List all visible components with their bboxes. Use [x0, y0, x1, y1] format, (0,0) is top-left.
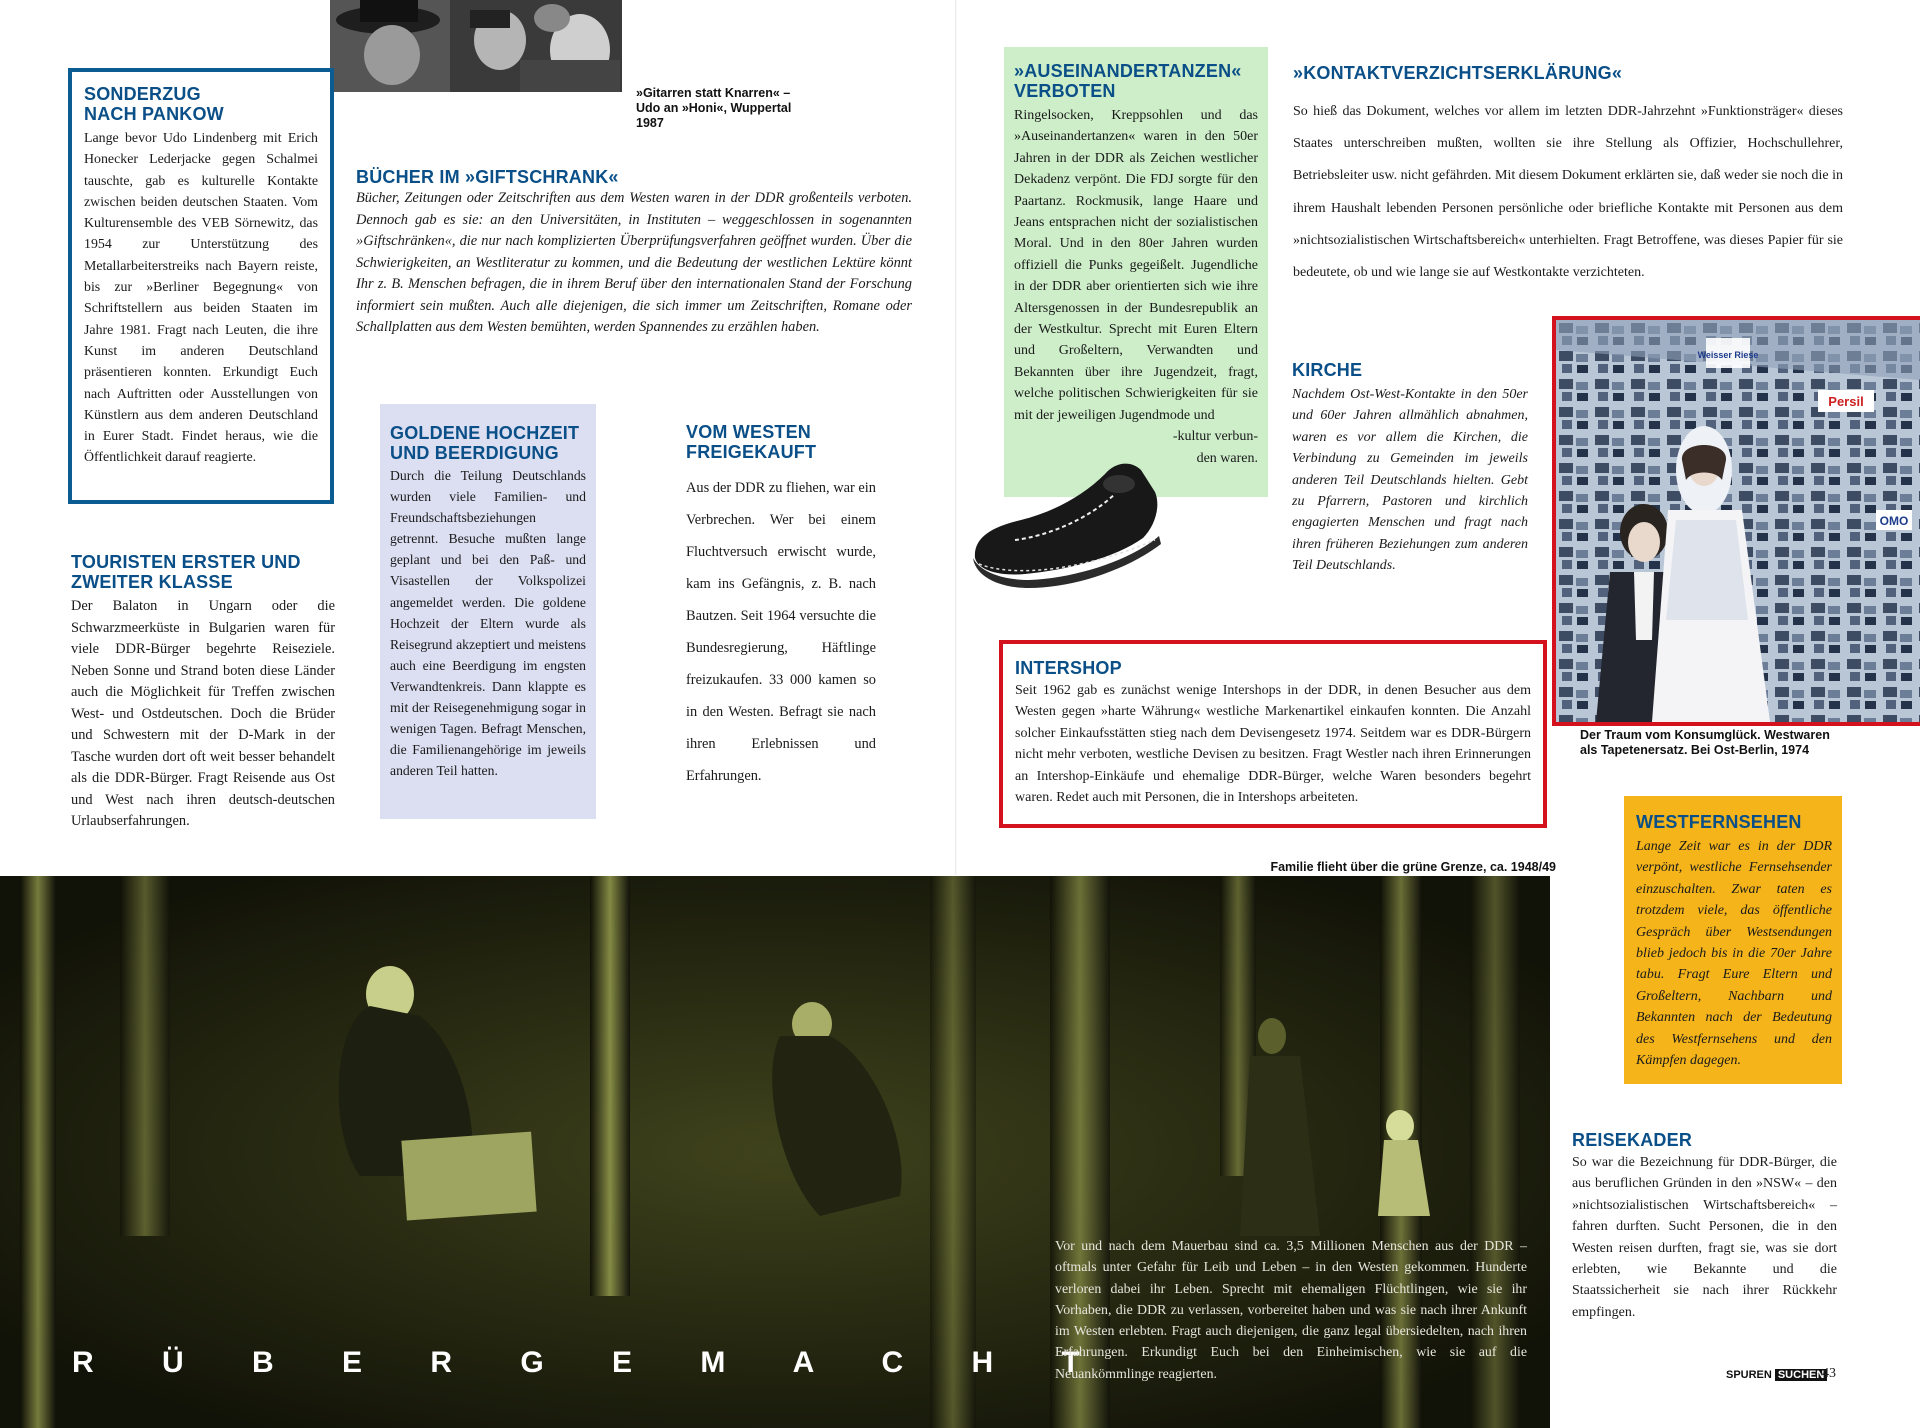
sonderzug-box	[68, 68, 334, 504]
udo-photo	[330, 0, 622, 92]
hochzeit-text: Durch die Teilung Deutschlands wurden viele Familien- und Freundschaftsbeziehungen getrennt. Besuche mußten lange geplant und bei den Paß- und Visastellen der Volkspolizei angemeldet werden. Die goldene Hochzeit der Eltern wurde als Reisegrund akzeptiert und meistens auch eine Beerdigung im engsten Verwandtenkreis. Dann klappte es mit der Reisegenehmigung sogar in wenigen Tagen. Befragt Menschen, die Familienangehörige im jeweils anderen Teil hatten.	[390, 468, 586, 779]
touristen-heading: TOURISTEN ERSTER UND ZWEITER KLASSE	[71, 552, 301, 592]
sonderzug-text: Lange bevor Udo Lindenberg mit Erich Honecker Lederjacke gegen Schalmei tauschte, gab es kulturelle Kontakte zwischen beiden deutschen Staaten. Vom Kulturensemble des VEB Sörnewitz, das 1954 zur Unterstützung des Metallarbeiterstreiks nach Bayern reiste, bis zur »Berliner Begegnung« von Schriftstellern aus beiden Staaten im Jahre 1981. Fragt nach Leuten, die ihre Kunst im anderen Deutschland präsentieren konnten. Erkundigt Euch nach Auftritten oder Ausstellungen von Künstlern aus dem anderen Deutschland in Eurer Stadt. Findet heraus, wie die Öffentlichkeit darauf reagierte.	[84, 131, 318, 466]
touristen-text: Der Balaton in Ungarn oder die Schwarzmeerküste in Bulgarien waren für viele DDR-Bürger begehrte Reiseziele. Neben Sonne und Strand boten diese Länder auch die Möglichkeit für Treffen zwischen West- und Ostdeutschen. Doch die Brüder und Schwestern mit der D-Mark in der Tasche wurden dort oft weit besser behandelt als die DDR-Bürger. Fragt Reisende aus Ost und West nach ihren deutsch-deutschen Urlaubserfahrungen.	[71, 598, 335, 829]
westfernsehen-text: Lange Zeit war es in der DDR verpönt, westliche Fernsehsender einzuschalten. Zwar taten es trotzdem viele, das öffentliche Gespräch über Westsendungen blieb jedoch bis in die 70er Jahre tabu. Fragt Eure Eltern und Großeltern, Nachbarn und Bekannten nach der Bedeutung des Westfernsehens und den Kämpfen dagegen.	[1636, 839, 1832, 1069]
forest-photo	[0, 876, 1550, 1428]
wedding-photo-caption: Der Traum vom Konsumglück. Westwaren als Tapetenersatz. Bei Ost-Berlin, 1974	[1580, 728, 1830, 757]
forest-big-title: R Ü B E R G E M A C H T	[72, 1346, 1110, 1379]
intershop-box	[999, 640, 1547, 828]
reisekader-heading: REISEKADER	[1572, 1130, 1693, 1150]
shoe-illustration	[955, 440, 1185, 600]
udo-photo-image	[330, 0, 622, 92]
page-number: 43	[1822, 1366, 1836, 1381]
sonderzug-heading: SONDERZUG NACH PANKOW	[84, 84, 224, 124]
wedding-photo-image	[1556, 320, 1920, 722]
freigekauft-heading: VOM WESTEN FREIGEKAUFT	[686, 422, 817, 462]
wedding-label-omo: OMO	[1879, 514, 1909, 528]
westfernsehen-heading: WESTFERNSEHEN	[1636, 812, 1802, 832]
intershop-heading: INTERSHOP	[1015, 658, 1122, 678]
forest-overlay-text: Vor und nach dem Mauerbau sind ca. 3,5 Millionen Menschen aus der DDR – oftmals unter Gefahr für Leib und Leben – in den Westen gekommen. Hunderte verloren dabei ihr Leben. Sprecht mit ehemaligen Flüchtlingen, wie sie ihr Vorhaben, die DDR zu verlassen, vorbereitet haben und was sie nach ihrer Ankunft im Westen erlebten. Fragt auch diejenigen, die ganz legal übersiedelten, nach ihren Erfahrungen. Erkundigt Euch bei den Einheimischen, wie sie auf die Neuankömmlinge reagierten.	[1055, 1239, 1527, 1382]
intershop-text: Seit 1962 gab es zunächst wenige Intershops in der DDR, in denen Besucher aus dem Westen gegen »harte Währung« westliche Markenartikel einkaufen konnten. Die Anzahl solcher Einkaufsstätten stieg nach dem Devisengesetz 1974. Seitdem war es DDR-Bürgern nicht mehr verboten, westliche Devisen zu besitzen. Fragt Westler nach ihren Erinnerungen an Intershop-Einkäufe und ehemalige DDR-Bürger, welche Waren besonders begehrt waren. Redet auch mit Personen, die in Intershops arbeiteten.	[1015, 683, 1531, 806]
reisekader-text: So war die Bezeichnung für DDR-Bürger, die aus beruflichen Gründen in den »NSW« – den »nichtsozialistischen Wirtschaftsbereich« – fahren durften. Sucht Personen, die in den Westen reisen durften, fragt sie, was sie dort erlebten, wie Bekannte und die Staatssicherheit sie nach ihrer Rückkehr empfingen.	[1572, 1155, 1837, 1320]
wedding-photo	[1552, 316, 1920, 726]
footer-logo-left: SPUREN	[1726, 1369, 1772, 1381]
kontakt-heading: »KONTAKTVERZICHTSERKLÄRUNG«	[1293, 63, 1623, 83]
auseinandertanzen-text-tail1: -kultur verbun-	[1172, 429, 1258, 445]
kontakt-text: So hieß das Dokument, welches vor allem im letzten DDR-Jahrzehnt »Funktionsträger« dieses Staates unterschreiben mußten, wollten sie ihre Stellung als Offizier, Hochschullehrer, Betriebsleiter usw. nicht gefährden. Mit diesem Dokument erklärten sie, daß weder sie noch die in ihrem Haushalt lebenden Personen persönliche oder briefliche Kontakte mit Personen aus dem »nichtsozialistischen Wirtschaftsbereich« unterhielten. Fragt Betroffene, was dieses Papier für sie bedeutete, ob und wie lange sie auf Westkontakte verzichteten.	[1293, 104, 1843, 281]
forest-caption: Familie flieht über die grüne Grenze, ca. 1948/49	[1270, 860, 1556, 874]
auseinandertanzen-box	[1004, 47, 1268, 497]
auseinandertanzen-heading: »AUSEINANDERTANZEN« VERBOTEN	[1014, 61, 1242, 101]
buecher-text: Bücher, Zeitungen oder Zeitschriften aus dem Westen waren in der DDR großenteils verboten. Dennoch gab es sie: an den Universitäten, in Instituten – weggeschlossen in sogenannten »Giftschränken«, die nur nach komplizierten Überprüfungsverfahren geöffnet wurden. Über die Schwierigkeiten, an Westliteratur zu kommen, und die Bedeutung der westlichen Lektüre könnt Ihr z. B. Menschen befragen, die in ihrem Beruf über den internationalen Stand der Forschung informiert sein mußten. Auch alle diejenigen, die sich immer um Zeitschriften, Romane oder Schallplatten aus dem Westen bemühten, werden Spannendes zu erzählen haben.	[356, 190, 912, 335]
auseinandertanzen-text: Ringelsocken, Kreppsohlen und das »Auseinandertanzen« waren in den 50er Jahren in der DDR als Zeichen westlicher Dekadenz verpönt. Die FDJ sorgte für den Paartanz. Rockmusik, lange Haare und Jeans entsprachen nicht der sozialistischen Moral. Und in den 80er Jahren wurden offiziell die Punks gegeißelt. Jugendliche in der DDR aber orientierten sich wie ihre Altersgenossen in der Bundesrepublik an der Westkultur. Sprecht mit Euren Eltern und Großeltern, Verwandten und Bekannten über ihre Jugendzeit, fragt, welche politischen Schwierigkeiten für sie mit der jeweiligen Jugendmode und	[1014, 108, 1258, 423]
hochzeit-box	[380, 404, 596, 819]
freigekauft-text: Aus der DDR zu fliehen, war ein Verbrechen. Wer bei einem Fluchtversuch erwischt wurde, kam ins Gefängnis, z. B. nach Bautzen. Seit 1964 versuchte die Bundesregierung, Häftlinge freizukaufen. 33 000 kamen so in den Westen. Befragt sie nach ihren Erlebnissen und Erfahrungen.	[686, 480, 876, 784]
buecher-heading: BÜCHER IM »GIFTSCHRANK«	[356, 167, 619, 187]
wedding-label-persil: Persil	[1828, 394, 1864, 409]
auseinandertanzen-text-tail2: den waren.	[1196, 450, 1258, 466]
wedding-label-weisser: Weisser Riese	[1697, 350, 1759, 360]
hochzeit-heading: GOLDENE HOCHZEIT UND BEERDIGUNG	[390, 423, 580, 463]
page-gutter	[955, 0, 957, 875]
westfernsehen-box	[1624, 796, 1842, 1084]
kirche-heading: KIRCHE	[1292, 360, 1363, 380]
footer-logo	[1726, 1368, 1827, 1382]
kirche-text: Nachdem Ost-West-Kontakte in den 50er und 60er Jahren allmählich abnahmen, waren es vor allem die Kirchen, die Verbindung zu Gemeinden im jeweils anderen Teil Deutschlands hielten. Gebt zu Pfarrern, Pastoren und kirchlich engagierten Menschen und fragt nach ihren früheren Beziehungen zum anderen Teil Deutschlands.	[1292, 387, 1528, 574]
footer-logo-right: SUCHEN	[1775, 1369, 1827, 1381]
udo-photo-caption: »Gitarren statt Knarren« – Udo an »Honi«, Wuppertal 1987	[636, 86, 792, 130]
